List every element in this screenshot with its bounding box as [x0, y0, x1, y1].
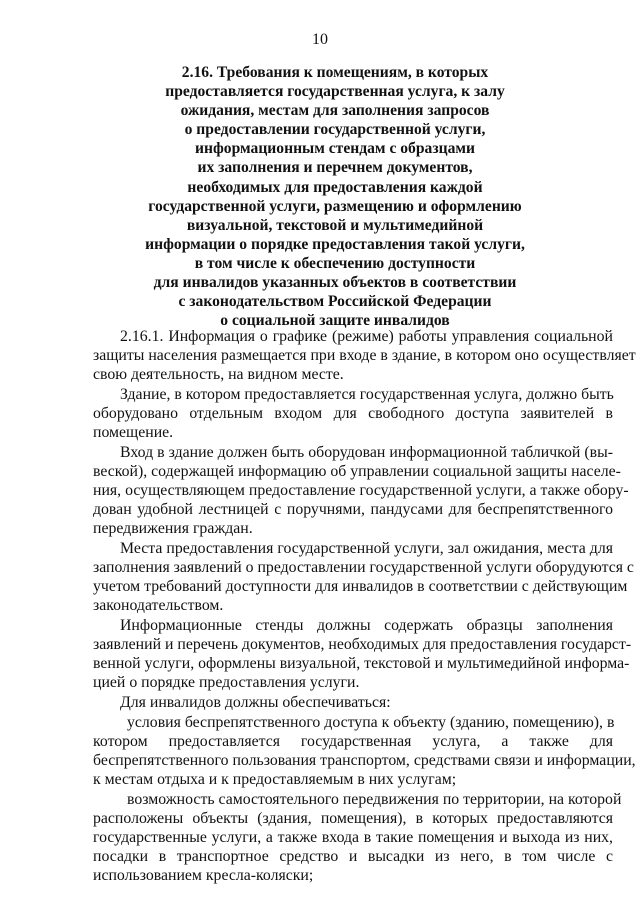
body-text [93, 327, 636, 886]
heading-line: информационным стендам с образцами [195, 140, 475, 158]
heading-line: для инвалидов указанных объектов в соответствии [153, 274, 517, 292]
text-line: заполнения заявлений о предоставлении государственной услуги оборудуются с [93, 559, 634, 576]
text-line: передвижения граждан. [93, 520, 253, 537]
paragraph-info-stands [93, 616, 632, 692]
section-heading [120, 63, 550, 330]
text-line: заявлений и перечень документов, необходимых для предоставления государст- [93, 636, 632, 653]
text-line: Для инвалидов должны обеспечиваться: [120, 694, 391, 711]
heading-line: ожидания, местам для заполнения запросов [180, 102, 490, 120]
paragraph-access-conditions [93, 713, 636, 789]
heading-line: необходимых для предоставления каждой [187, 178, 483, 196]
heading-line: 2.16. Требования к помещениям, в которых [181, 64, 489, 81]
paragraph-service-places [93, 539, 634, 615]
paragraph-disabled-intro [93, 693, 613, 712]
text-line: использованием кресла-коляски; [93, 867, 314, 884]
heading-line: в том числе к обеспечению доступности [194, 254, 476, 272]
paragraph-movement [93, 790, 622, 885]
text-line: 2.16.1. Информация о графике (режиме) работы управления социальной [120, 328, 613, 345]
heading-line: визуальной, текстовой и мультимедийной [186, 216, 484, 234]
text-line: возможность самостоятельного передвижения по территории, на которой [127, 791, 622, 808]
heading-line: предоставляется государственная услуга, к залу [165, 83, 505, 101]
text-line: веской), содержащей информацию об управлении социальной защиты населе- [93, 463, 621, 480]
heading-line: с законодательством Российской Федерации [178, 293, 492, 311]
paragraph-signboard [93, 443, 629, 538]
text-line: государственные услуги, а также входа в такие помещения и выхода из них, [93, 829, 613, 846]
text-line: беспрепятственного пользования транспортом, средствами связи и информации, [93, 752, 636, 769]
text-line: помещение. [93, 424, 174, 441]
paragraph-building-entrance [93, 385, 613, 442]
text-line: Информационные стенды должны содержать образцы заполнения [120, 617, 613, 634]
text-line: законодательством. [93, 597, 224, 614]
heading-line: о социальной защите инвалидов [220, 312, 450, 330]
paragraph-schedule-info [93, 327, 636, 384]
text-line: Места предоставления государственной услуги, зал ожидания, места для [120, 540, 613, 557]
heading-line: государственной услуги, размещению и оформлению [148, 197, 522, 215]
text-line: ния, осуществляющем предоставление государственной услуги, а также обору- [93, 482, 629, 499]
text-line: котором предоставляется государственная услуга, а также для [93, 733, 613, 750]
text-line: условия беспрепятственного доступа к объекту (зданию, помещению), в [127, 714, 615, 731]
text-line: расположены объекты (здания, помещения), в которых предоставляются [93, 810, 613, 827]
heading-line: информации о порядке предоставления такой услуги, [145, 235, 525, 253]
text-line: Здание, в котором предоставляется государственная услуга, должно быть [120, 386, 614, 403]
text-line: свою деятельность, на видном месте. [93, 366, 344, 383]
text-line: Вход в здание должен быть оборудован информационной табличкой (вы- [120, 444, 613, 461]
text-line: учетом требований доступности для инвалидов в соответствии с действующим [93, 578, 628, 595]
text-line: защиты населения размещается при входе в здание, в котором оно осуществляет [93, 347, 636, 364]
text-line: венной услуги, оформлены визуальной, текстовой и мультимедийной информа- [93, 655, 630, 672]
text-line: оборудовано отдельным входом для свободного доступа заявителей в [93, 405, 613, 422]
text-line: цией о порядке предоставления услуги. [93, 674, 360, 691]
page-number: 10 [312, 31, 328, 48]
heading-line: их заполнения и перечнем документов, [197, 159, 473, 177]
text-line: дован удобной лестницей с поручнями, пандусами для беспрепятственного [93, 501, 613, 518]
text-line: посадки в транспортное средство и высадки из него, в том числе с [93, 848, 613, 865]
heading-line: о предоставлении государственной услуги, [184, 121, 486, 139]
text-line: к местам отдыха и к предоставляемым в них услугам; [93, 771, 457, 788]
